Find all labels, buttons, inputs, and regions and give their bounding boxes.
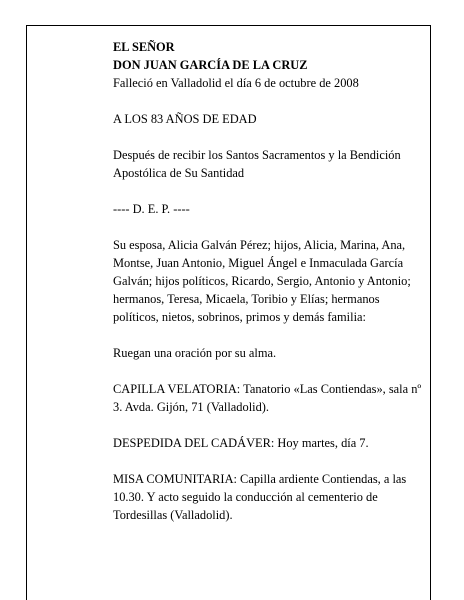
sacraments-paragraph: Después de recibir los Santos Sacramentos y la Bendición Apostólica de Su Santidad <box>113 148 401 180</box>
chapel-paragraph: CAPILLA VELATORIA: Tanatorio «Las Contiendas», sala nº 3. Avda. Gijón, 71 (Valladolid). <box>113 382 422 414</box>
title-line-1: EL SEÑOR <box>113 40 175 54</box>
death-line: Falleció en Valladolid el día 6 de octubre de 2008 <box>113 76 359 90</box>
family-paragraph: Su esposa, Alicia Galván Pérez; hijos, Alicia, Marina, Ana, Montse, Juan Antonio, Miguel Ángel e Inmaculada García Galván; hijos políticos, Ricardo, Sergio, Antonio y Antonio; hermanos, Teresa, Micaela, Toribio y Elías; hermanos políticos, nietos, sobrinos, primos y demás familia: <box>113 238 411 324</box>
mass-paragraph: MISA COMUNITARIA: Capilla ardiente Contiendas, a las 10.30. Y acto seguido la conducción al cementerio de Tordesillas (Valladolid). <box>113 472 407 522</box>
farewell-line: DESPEDIDA DEL CADÁVER: Hoy martes, día 7. <box>113 436 369 450</box>
rip-line: ---- D. E. P. ---- <box>113 202 190 216</box>
notice-border-right <box>430 25 431 600</box>
prayer-line: Ruegan una oración por su alma. <box>113 346 277 360</box>
title-line-2: DON JUAN GARCÍA DE LA CRUZ <box>113 58 308 72</box>
age-line: A LOS 83 AÑOS DE EDAD <box>113 112 257 126</box>
notice-border-left <box>26 25 27 600</box>
obituary-notice <box>113 38 425 542</box>
notice-border-top <box>26 25 431 26</box>
